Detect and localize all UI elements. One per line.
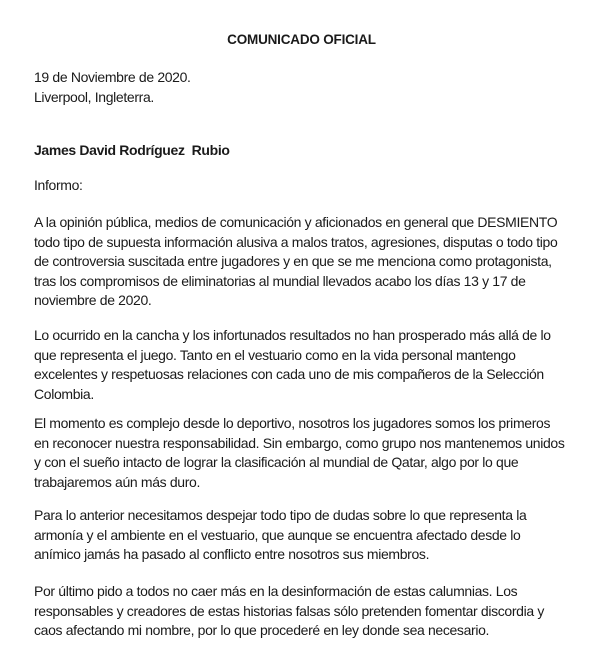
greeting — [34, 176, 83, 196]
paragraph-line: Para lo anterior necesitamos despejar todo tipo de dudas sobre lo que representa la — [34, 507, 527, 523]
paragraph-line: en reconocer nuestra responsabilidad. Sin embargo, como grupo nos mantenemos unidos — [34, 434, 565, 451]
paragraph-line: y con el sueño intacto de lograr la clasificación al mundial de Qatar, algo por lo que — [34, 454, 519, 470]
greeting-text: Informo: — [34, 177, 83, 193]
paragraph-line: armonía y el ambiente en el vestuario, que aunque se encuentra afectado desde lo — [34, 526, 521, 543]
paragraph-line: A la opinión pública, medios de comunicación y aficionados en general que DESMIENTO — [34, 214, 558, 230]
paragraph-line: caos afectando mi nombre, por lo que procederé en ley donde sea necesario. — [34, 622, 490, 638]
paragraph-line: excelentes y respetuosas relaciones con cada uno de mis compañeros de la Selección — [34, 366, 544, 382]
paragraph-line: todo tipo de supuesta información alusiva a malos tratos, agresiones, disputas o todo tipo — [34, 233, 558, 250]
paragraph-line: que representa el juego. Tanto en el vestuario como en la vida personal mantengo — [34, 346, 516, 363]
paragraph-line: Lo ocurrido en la cancha y los infortunados resultados no han prosperado más allá de lo — [34, 327, 551, 343]
paragraph-harmony — [34, 506, 526, 565]
paragraph-line: de controversia suscitada entre jugadores y en que se me menciona como protagonista, — [34, 253, 552, 269]
paragraph-responsibility — [34, 414, 565, 492]
paragraph-line: noviembre de 2020. — [34, 292, 152, 308]
paragraph-line: trabajaremos aún más duro. — [34, 473, 200, 490]
statement-date: 19 de Noviembre de 2020. — [34, 69, 191, 85]
paragraph-line: responsables y creadores de estas historias falsas sólo pretenden fomentar discordia y — [34, 602, 544, 619]
paragraph-line: Colombia. — [34, 385, 94, 402]
sender-name — [34, 141, 230, 161]
paragraph-relations — [34, 326, 551, 404]
paragraph-line: Por último pido a todos no caer más en la desinformación de estas calumnias. Los — [34, 583, 518, 599]
paragraph-closing — [34, 582, 544, 641]
paragraph-line: tras los compromisos de eliminatorias al mundial llevados acabo los días 13 y 17 de — [34, 272, 526, 289]
paragraph-line: El momento es complejo desde lo deportivo, nosotros los jugadores somos los primeros — [34, 415, 551, 431]
date-place-block — [34, 68, 191, 107]
statement-place: Liverpool, Ingleterra. — [34, 88, 154, 105]
paragraph-denial — [34, 213, 557, 311]
document-title: COMUNICADO OFICIAL — [227, 32, 376, 47]
paragraph-line: anímico jamás ha pasado al conflicto entre nosotros sus miembros. — [34, 546, 430, 562]
sender-name-text: James David Rodríguez Rubio — [34, 142, 230, 158]
